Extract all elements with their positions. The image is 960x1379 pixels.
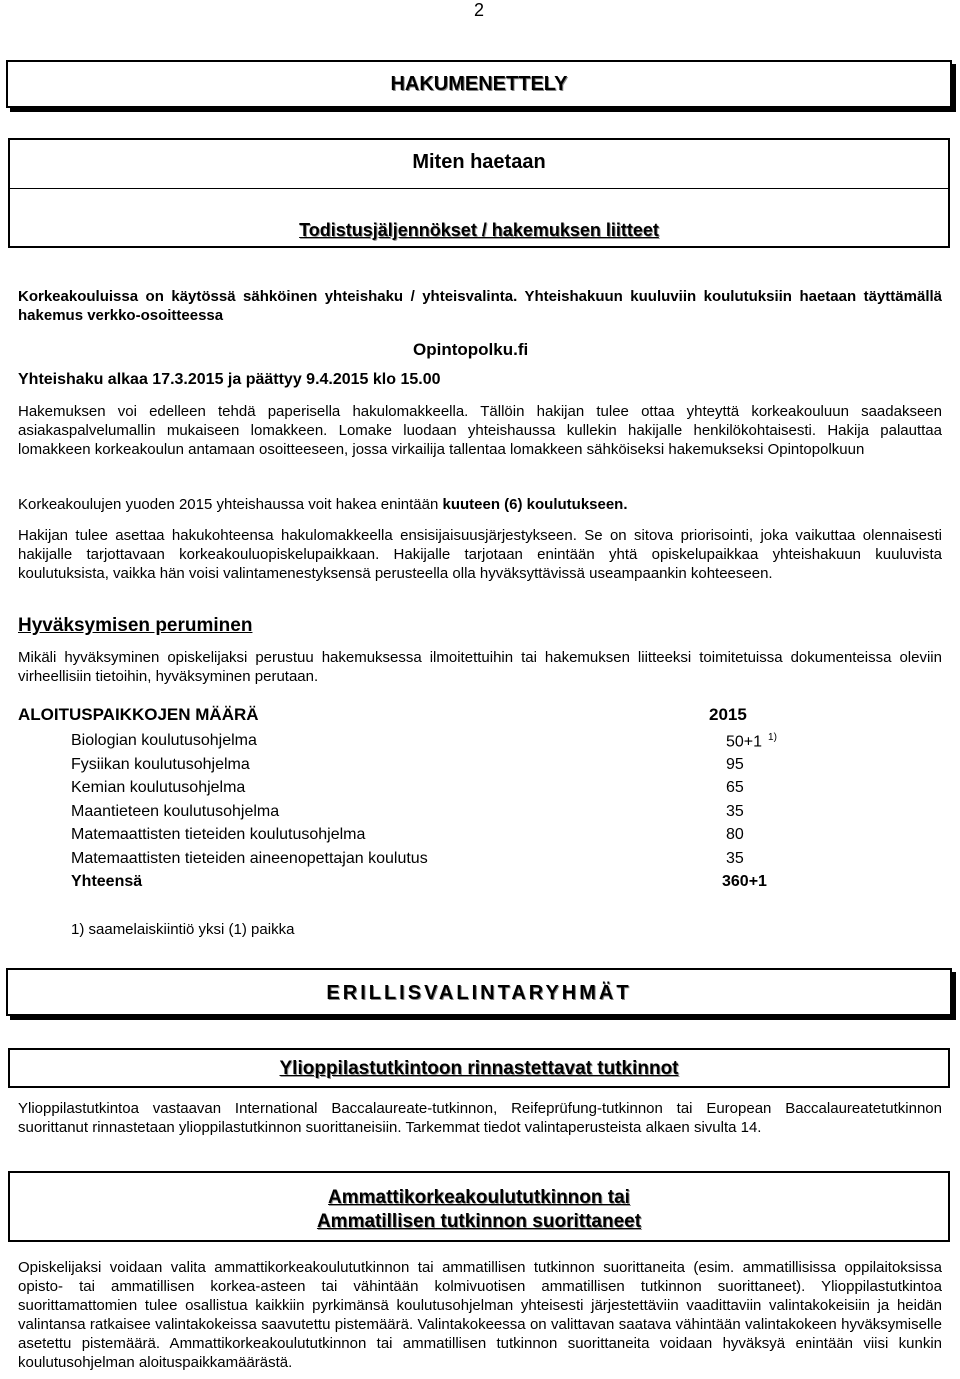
amk-text: Opiskelijaksi voidaan valita ammattikorkeakoulututkinnon tai ammatillisen tutkinnon suorittaneita (esim. ammatillisissa oppilaitoksissa opisto- tai ammatillisen korkea-asteen tai vähintään kolmivuotisen ammatillisen tutkinnon suorittaneet). Ylioppilastutkintoa suorittamattomien tulee osallistua kaikkiin pyrkimänsä koulutusohjelman yhteisesti järjestettäviin vaadittaviin valintakokeisiin ja heidän valintansa ratkaisee valintakokeissa saavutettu pistemäärä. Valintakokeessa on valittavan saatava vähintään valintakokeen hyväksymiselle asetettu pistemäärä. Ammattikorkeakoulututkinnon tai ammatillisen tutkinnon suorittaneita voidaan hyväksyä enintään viisi kunkin koulutusohjelman aloituspaikkamäärästä. [18,1259,942,1371]
table-row [71,779,791,801]
table-row [71,732,791,754]
ib-heading: Ylioppilastutkintoon rinnastettavat tutkinnot [279,1058,679,1079]
page-number: 2 [474,0,485,20]
intro-text: Korkeakouluissa on käytössä sähköinen yhteishaku / yhteisvalinta. Yhteishakuun kuuluviin koulutuksiin haetaan täyttämällä hakemus verkko-osoitteessa [18,288,942,324]
row-value [726,756,744,774]
amk-heading-line2: Ammatillisen tutkinnon suorittaneet [316,1211,642,1232]
separate-heading-box [6,968,952,1016]
footnote: 1) saamelaiskiintiö yksi (1) paikka [71,921,295,938]
row-value-text: 95 [726,755,744,773]
priority-text: Hakijan tulee asettaa hakukohteensa hakulomakkeella ensisijaisuusjärjestykseen. Se on sitova priorisointi, joka vaikuttaa olennaisesti hakijalle tarjottavaan korkeakouluopiskelupaikkaan. Hakijalle tarjotaan enintään yhtä opiskelupaikkaa yhteishakuun kuuluvista koulutuksista, vaikka hän voisi valintamenestyksensä perusteella olla hyväksyttävissä useampaankin kohteeseen. [18,527,942,582]
table-row [71,850,791,872]
row-label: Matemaattisten tieteiden koulutusohjelma [71,826,366,843]
row-value-text: 35 [726,849,744,867]
row-label: Kemian koulutusohjelma [71,779,246,796]
row-label: Maantieteen koulutusohjelma [71,802,280,820]
table-title: ALOITUSPAIKKOJEN MÄÄRÄ [18,705,259,724]
amk-heading-line1: Ammattikorkeakoulututkinnon tai [328,1187,630,1208]
main-heading-box [6,60,952,108]
application-dates: Yhteishaku alkaa 17.3.2015 ja päättyy 9.4.2015 klo 15.00 [18,371,441,388]
paper-application-text: Hakemuksen voi edelleen tehdä paperisella hakulomakkeella. Tällöin hakijan tulee ottaa yhteyttä korkeakouluun saadakseen asiakaspalvelumallin mukaiseen lomakkeen. Lomake luodaan yhteishaussa kullekin hakijalle henkilökohtaisesti. Hakija palauttaa lomakkeen korkeakoulun antamaan osoitteeseen, jossa virkailija tallentaa lomakkeen sähköiseksi hakemukseksi Opintopolkuun [18,403,942,458]
row-value-text: 80 [726,826,744,843]
total-label: Yhteensä [71,873,143,890]
section-divider [10,188,948,189]
section-box [8,138,950,248]
limit-text: Korkeakoulujen yuoden 2015 yhteishaussa voit hakea enintään kuuteen (6) koulutukseen. [18,496,628,513]
table-year: 2015 [709,705,747,724]
row-footnote-mark: 1) [768,732,777,743]
amk-heading-box [8,1171,950,1242]
separate-heading: ERILLISVALINTARYHMÄT [326,982,632,1004]
cancellation-heading: Hyväksymisen peruminen [18,615,253,636]
row-value [726,850,744,868]
row-label: Fysiikan koulutusohjelma [71,755,250,773]
section-subtitle: Todistusjäljennökset / hakemuksen liitteet [299,220,659,240]
table-row [71,826,791,848]
table-row [71,756,791,778]
row-value-text: 35 [726,802,744,820]
main-heading: HAKUMENETTELY [390,73,568,95]
ib-heading-box [8,1048,950,1088]
row-label: Matemaattisten tieteiden aineenopettajan koulutus [71,849,428,867]
site-name[interactable]: Opintopolku.fi [413,340,529,359]
table-total-row [71,873,791,895]
row-value-text: 50+1 [726,733,763,751]
row-value [726,779,744,797]
row-value [726,732,777,751]
row-label: Biologian koulutusohjelma [71,732,257,749]
cancellation-text: Mikäli hyväksyminen opiskelijaksi perustuu hakemuksessa ilmoitettuihin tai hakemuksen liitteeksi toimitetuissa dokumenteissa oleviin virheellisiin tietoihin, hyväksyminen perutaan. [18,649,942,685]
section-title: Miten haetaan [412,151,546,173]
row-value [726,803,744,821]
ib-text: Ylioppilastutkintoa vastaavan International Baccalaureate-tutkinnon, Reifeprüfung-tutkinnon tai European Baccalaureatetutkinnon suorittanut rinnastetaan ylioppilastutkinnon suorittaneisiin. Tarkemmat tiedot valintaperusteista alkaen sivulta 14. [18,1100,942,1136]
row-value [726,826,744,844]
total-value: 360+1 [722,873,767,890]
table-row [71,803,791,825]
row-value-text: 65 [726,779,744,796]
